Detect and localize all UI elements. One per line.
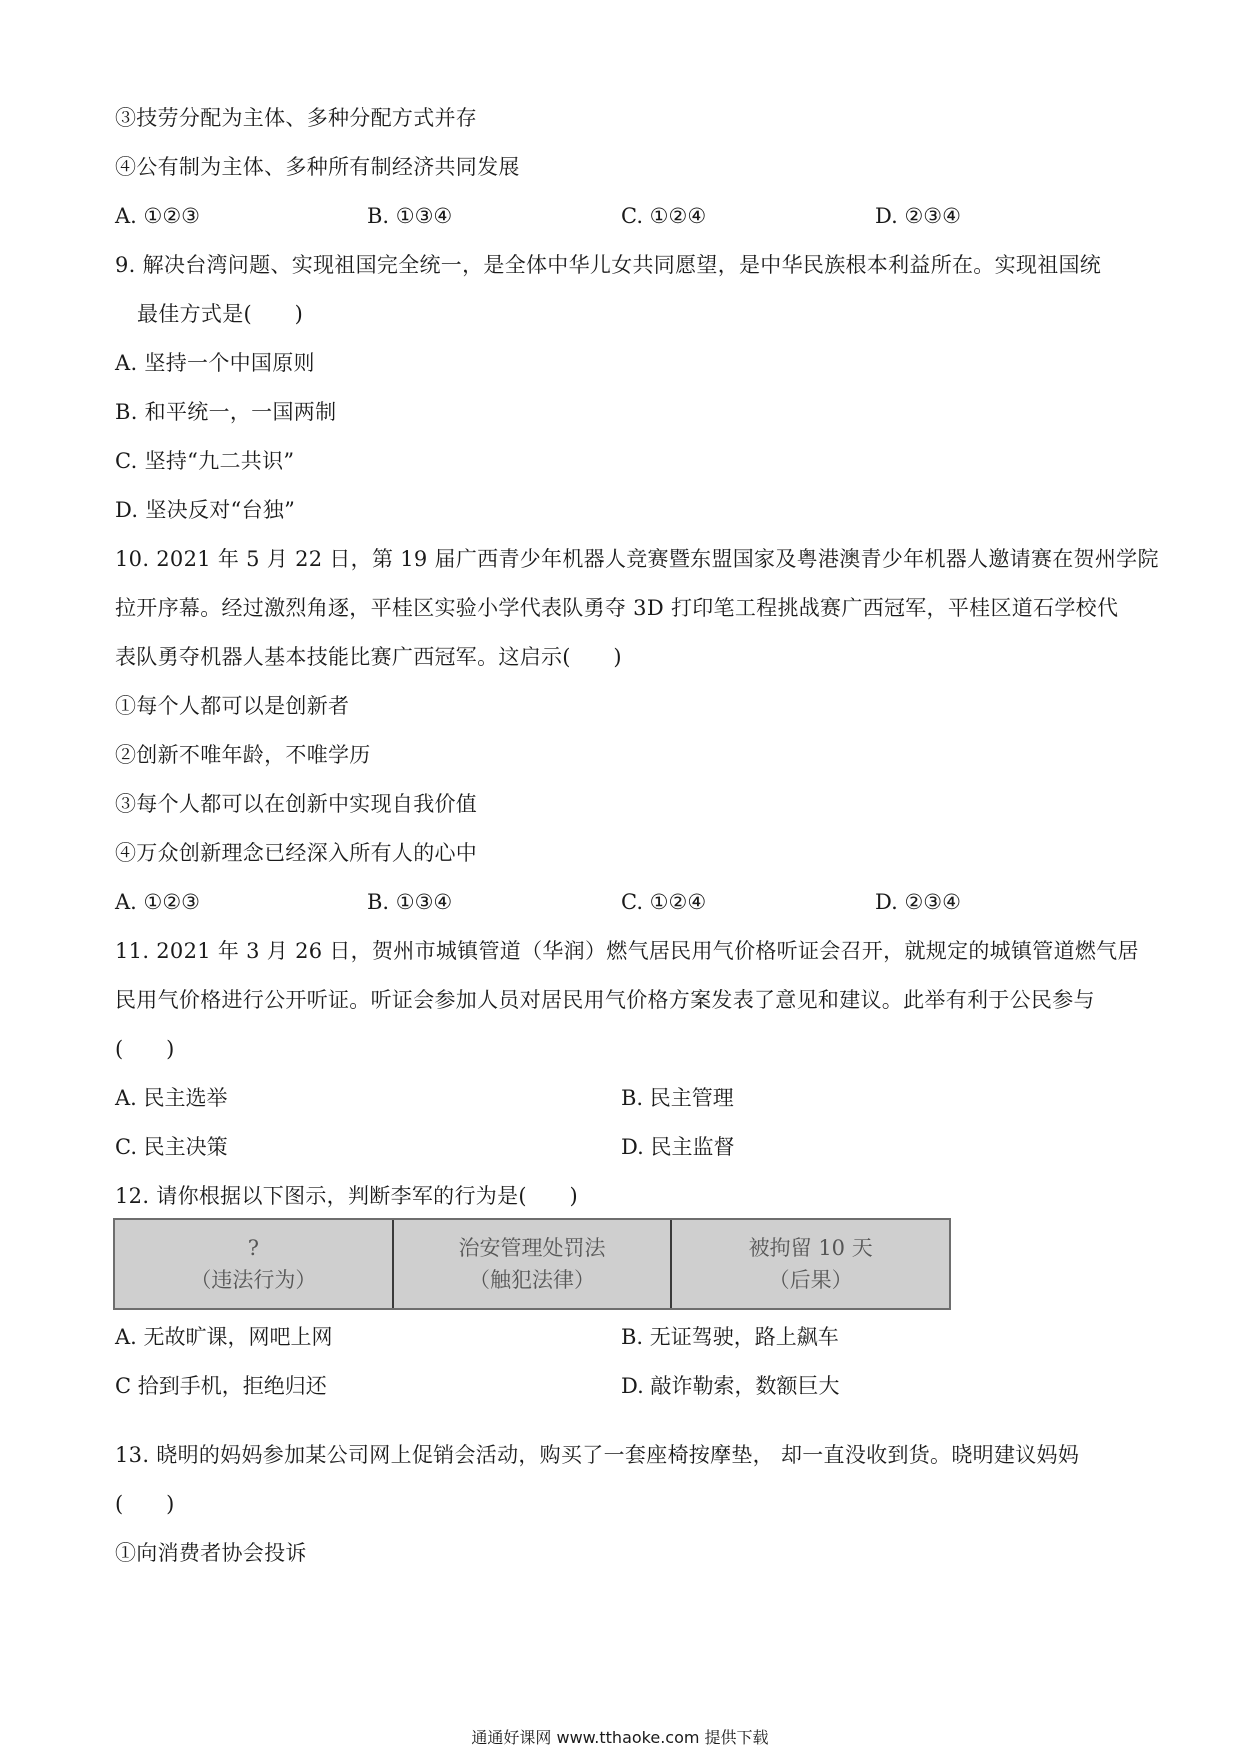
q13-stem-line2: ( ) [115,1492,175,1516]
q10-option-b[interactable]: B. ①③④ [367,890,453,914]
q12-option-d[interactable]: D. 敲诈勒索，数额巨大 [621,1374,840,1398]
q11-option-d[interactable]: D. 民主监督 [621,1135,735,1159]
q8-item-4: ④公有制为主体、多种所有制经济共同发展 [115,155,520,179]
q9-option-b[interactable]: B. 和平统一，一国两制 [115,400,337,424]
page-footer: 通通好课网 www.tthaoke.com 提供下载 [471,1728,769,1747]
q12-option-b[interactable]: B. 无证驾驶，路上飙车 [621,1325,839,1349]
q10-item-2: ②创新不唯年龄，不唯学历 [115,743,371,767]
q12-diagram-table [113,1218,951,1310]
q13-item-1: ①向消费者协会投诉 [115,1541,307,1565]
q9-option-c[interactable]: C. 坚持“九二共识” [115,449,295,473]
q9-stem-line2: 最佳方式是( ) [137,302,304,326]
q8-option-d[interactable]: D. ②③④ [875,204,961,228]
q9-stem-line1: 9. 解决台湾问题、实现祖国完全统一，是全体中华儿女共同愿望，是中华民族根本利益所在。实现祖国统 [115,253,1102,277]
q10-stem-line1: 10. 2021 年 5 月 22 日，第 19 届广西青少年机器人竞赛暨东盟国家及粤港澳青少年机器人邀请赛在贺州学院 [115,547,1159,571]
q10-option-c[interactable]: C. ①②④ [621,890,707,914]
q10-stem-line2: 拉开序幕。经过激烈角逐，平桂区实验小学代表队勇夺 3D 打印笔工程挑战赛广西冠军，平桂区道石学校代 [115,596,1119,620]
q11-stem-line1: 11. 2021 年 3 月 26 日，贺州市城镇管道（华润）燃气居民用气价格听证会召开，就规定的城镇管道燃气居 [115,939,1139,963]
q11-option-b[interactable]: B. 民主管理 [621,1086,734,1110]
q10-item-3: ③每个人都可以在创新中实现自我价值 [115,792,478,816]
q10-option-d[interactable]: D. ②③④ [875,890,961,914]
q10-item-1: ①每个人都可以是创新者 [115,694,350,718]
q12-cell-violation-top: ? [247,1236,259,1260]
q10-option-a[interactable]: A. ①②③ [115,890,200,914]
q12-cell-law-bottom: （触犯法律） [469,1268,595,1292]
q8-option-a[interactable]: A. ①②③ [115,204,200,228]
q11-option-c[interactable]: C. 民主决策 [115,1135,228,1159]
q12-cell-consequence [672,1220,949,1308]
q12-option-c[interactable]: C 拾到手机，拒绝归还 [115,1374,327,1398]
q12-cell-law [394,1220,673,1308]
q9-option-d[interactable]: D. 坚决反对“台独” [115,498,296,522]
q8-option-c[interactable]: C. ①②④ [621,204,707,228]
q10-stem-line3: 表队勇夺机器人基本技能比赛广西冠军。这启示( ) [115,645,622,669]
q12-stem: 12. 请你根据以下图示，判断李军的行为是( ) [115,1184,578,1208]
q8-option-b[interactable]: B. ①③④ [367,204,453,228]
q9-option-a[interactable]: A. 坚持一个中国原则 [115,351,315,375]
q12-option-a[interactable]: A. 无故旷课，网吧上网 [115,1325,333,1349]
q12-cell-law-top: 治安管理处罚法 [458,1236,606,1260]
q12-cell-consequence-bottom: （后果） [768,1268,853,1292]
q11-stem-line3: ( ) [115,1037,175,1061]
q12-cell-violation [115,1220,394,1308]
q11-option-a[interactable]: A. 民主选举 [115,1086,228,1110]
q10-item-4: ④万众创新理念已经深入所有人的心中 [115,841,478,865]
q12-cell-consequence-top: 被拘留 10 天 [748,1236,873,1260]
q11-stem-line2: 民用气价格进行公开听证。听证会参加人员对居民用气价格方案发表了意见和建议。此举有利于公民参与 [115,988,1095,1012]
q13-stem-line1: 13. 晓明的妈妈参加某公司网上促销会活动，购买了一套座椅按摩垫， 却一直没收到货。晓明建议妈妈 [115,1443,1080,1467]
q12-cell-violation-bottom: （违法行为） [190,1268,317,1292]
q8-item-3: ③技劳分配为主体、多种分配方式并存 [115,106,478,130]
